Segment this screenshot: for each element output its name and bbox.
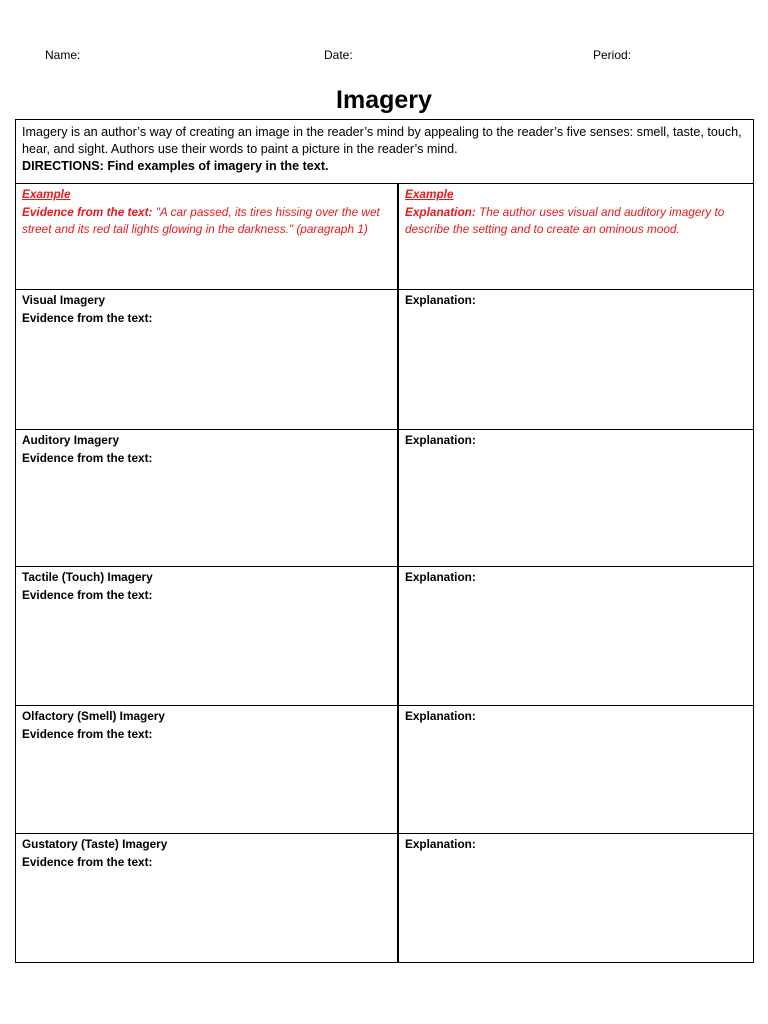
example-evidence-cell xyxy=(16,184,399,290)
visual-evidence-cell[interactable] xyxy=(16,290,399,430)
auditory-evidence-label: Evidence from the text: xyxy=(22,450,153,465)
gustatory-explanation-label: Explanation: xyxy=(405,837,476,851)
page-title: Imagery xyxy=(336,86,432,114)
tactile-evidence-cell[interactable] xyxy=(16,567,399,706)
tactile-imagery-label: Tactile (Touch) Imagery xyxy=(22,570,153,584)
example-explanation-cell xyxy=(399,184,753,290)
visual-imagery-label: Visual Imagery xyxy=(22,293,106,307)
tactile-explanation-cell[interactable] xyxy=(399,567,753,706)
gustatory-evidence-label: Evidence from the text: xyxy=(22,854,153,869)
tactile-evidence-label: Evidence from the text: xyxy=(22,587,153,602)
directions-text: DIRECTIONS: Find examples of imagery in the text. xyxy=(22,159,329,173)
example-explanation-text: The author uses visual and auditory imagery to describe the setting and to create an ominous mood. xyxy=(405,204,725,236)
auditory-explanation-label: Explanation: xyxy=(405,433,476,447)
olfactory-imagery-label: Olfactory (Smell) Imagery xyxy=(22,709,165,723)
date-label: Date: xyxy=(324,48,353,62)
olfactory-explanation-cell[interactable] xyxy=(399,706,753,834)
period-label: Period: xyxy=(593,48,632,62)
olfactory-explanation-label: Explanation: xyxy=(405,709,476,723)
response-grid xyxy=(16,184,753,962)
intro-box xyxy=(16,120,753,184)
visual-explanation-cell[interactable] xyxy=(399,290,753,430)
gustatory-explanation-cell[interactable] xyxy=(399,834,753,962)
auditory-evidence-cell[interactable] xyxy=(16,430,399,567)
olfactory-evidence-label: Evidence from the text: xyxy=(22,726,153,741)
worksheet-table xyxy=(15,119,754,963)
tactile-explanation-label: Explanation: xyxy=(405,570,476,584)
gustatory-evidence-cell[interactable] xyxy=(16,834,399,962)
intro-text: Imagery is an author’s way of creating an image in the reader’s mind by appealing to the reader’s five senses: smell, taste, touch, hear, and sight. Authors use their words to paint a picture in the reader’s mind. xyxy=(22,125,742,156)
visual-evidence-label: Evidence from the text: xyxy=(22,310,153,325)
example-evidence-text: "A car passed, its tires hissing over the wet street and its red tail lights glowing in the darkness." (paragraph 1) xyxy=(22,204,380,236)
example-heading-right: Example xyxy=(405,187,454,201)
auditory-imagery-label: Auditory Imagery xyxy=(22,433,120,447)
example-explanation-label: Explanation: xyxy=(405,204,476,219)
auditory-explanation-cell[interactable] xyxy=(399,430,753,567)
name-label: Name: xyxy=(45,48,81,62)
example-evidence-label: Evidence from the text: xyxy=(22,204,153,219)
example-heading-left: Example xyxy=(22,187,71,201)
visual-explanation-label: Explanation: xyxy=(405,293,476,307)
gustatory-imagery-label: Gustatory (Taste) Imagery xyxy=(22,837,168,851)
olfactory-evidence-cell[interactable] xyxy=(16,706,399,834)
